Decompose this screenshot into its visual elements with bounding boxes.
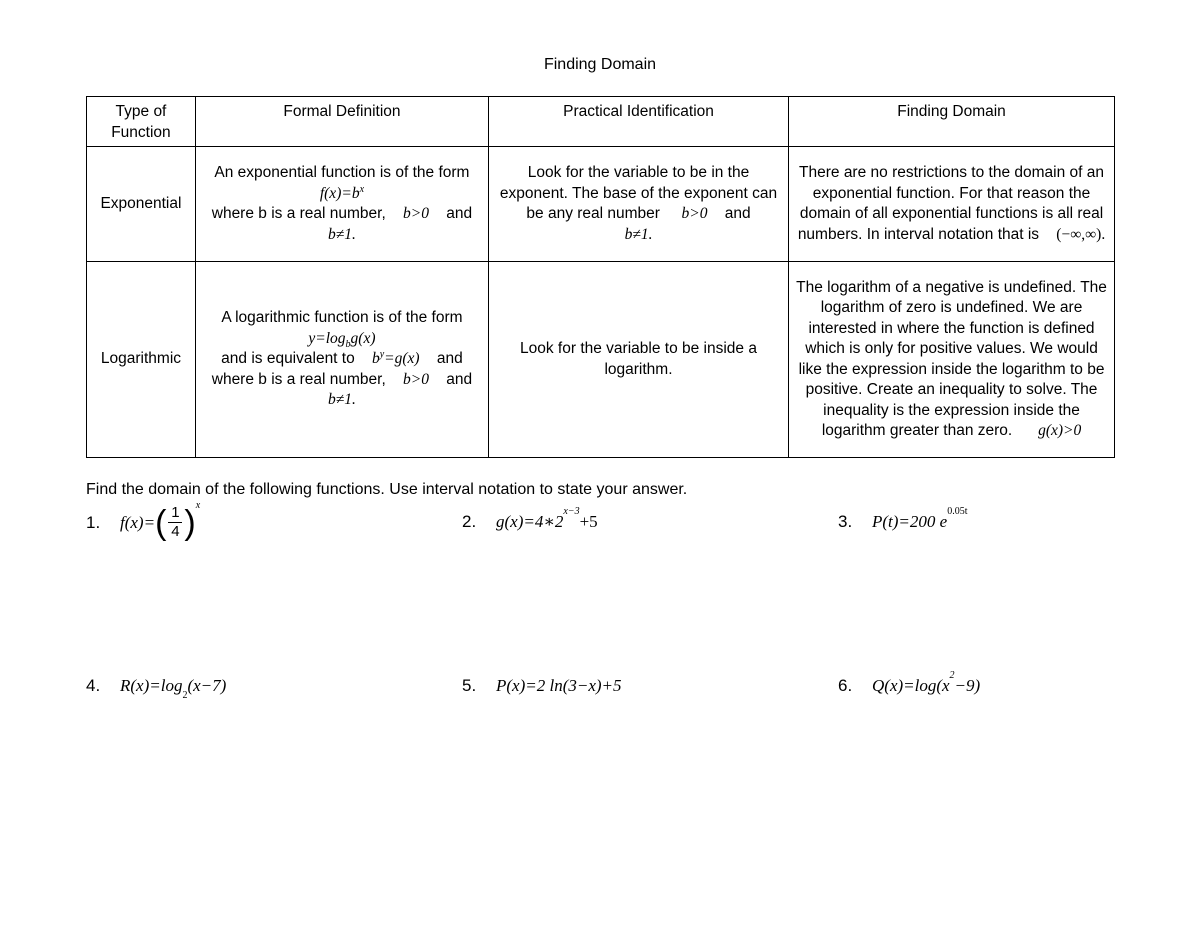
log-formal xyxy=(195,262,488,458)
log-formal-intro: A logarithmic function is of the form xyxy=(221,309,463,327)
problem-5-number: 5. xyxy=(462,676,477,695)
exp-practical xyxy=(488,147,788,262)
problem-4-number: 4. xyxy=(86,676,101,695)
problem-1: 1. f(x)= ( $\frac{1}{4}$ ) x xyxy=(86,500,201,542)
problem-1-paren-open: ( xyxy=(155,503,167,542)
exp-practical-gt: b>0 xyxy=(681,205,708,222)
problem-1-number: 1. xyxy=(86,512,101,532)
problem-4-lhs: R(x)=log xyxy=(120,676,183,695)
problem-1-lhs: f(x)= xyxy=(120,512,156,532)
log-cond-ne: b≠1. xyxy=(327,391,356,409)
problem-1-fraction xyxy=(168,504,182,541)
exp-cond-gt: b>0 xyxy=(403,205,429,222)
header-practical: Practical Identification xyxy=(488,97,788,147)
log-conditions xyxy=(200,370,484,391)
problem-2-lhs: g(x)=4∗2 xyxy=(496,512,564,531)
problem-6-lhs: Q(x)=log(x xyxy=(872,676,950,695)
problem-2-rhs: +5 xyxy=(579,512,598,531)
log-type: Logarithmic xyxy=(87,262,196,458)
log-equiv-exp: y xyxy=(379,349,385,361)
exp-practical-and: and xyxy=(724,205,751,222)
log-equiv-rest: =g(x) xyxy=(384,350,420,368)
exp-domain xyxy=(789,147,1115,262)
problem-3: 3. P(t)=200 e 0.05t xyxy=(838,506,968,531)
table-row-logarithmic xyxy=(87,262,1115,458)
table-header-row xyxy=(87,97,1115,147)
page-title: Finding Domain xyxy=(543,56,657,73)
problem-2: 2. g(x)=4∗2 x−3 +5 xyxy=(462,506,598,531)
exp-practical-ne: b≠1. xyxy=(624,225,653,243)
log-domain-ineq: g(x)>0 xyxy=(1038,422,1082,439)
exp-domain-text: There are no restrictions to the domain of an exponential function. For that reason the domain of all exponential functions is all real numbers. In interval notation that is xyxy=(797,164,1105,243)
problem-4-rhs: (x−7) xyxy=(187,676,227,695)
problem-5-lhs: P(x)=2 ln(3−x)+5 xyxy=(496,676,622,695)
problem-3-number: 3. xyxy=(838,512,853,531)
problem-6-rhs: −9) xyxy=(954,676,981,695)
problem-1-paren-close: ) xyxy=(184,503,196,542)
exp-conditions xyxy=(200,204,484,225)
log-cond-text: where b is a real number, xyxy=(211,370,386,388)
problem-6: 6. Q(x)=log(x 2 −9) xyxy=(838,670,981,695)
problem-1-denominator: 4 xyxy=(171,523,180,540)
exp-cond-and: and xyxy=(446,205,473,222)
exp-formula-base: f(x)=b xyxy=(319,184,360,202)
problem-4: 4. R(x)=log 2 (x−7) xyxy=(86,676,227,701)
problem-5 xyxy=(462,676,622,696)
exp-practical-text: Look for the variable to be in the exponent. The base of the exponent can be any real number xyxy=(499,164,778,222)
header-type: Type of Function xyxy=(87,97,196,147)
instructions: Find the domain of the following functions. Use interval notation to state your answer. xyxy=(86,481,688,498)
exp-formal-intro: An exponential function is of the form xyxy=(214,164,470,181)
problem-6-number: 6. xyxy=(838,676,853,695)
log-equiv-formula xyxy=(372,350,420,367)
log-equiv-text: and is equivalent to xyxy=(221,350,355,368)
exp-type: Exponential xyxy=(87,147,196,262)
log-practical: Look for the variable to be inside a logarithm. xyxy=(488,262,788,458)
log-cond-gt: b>0 xyxy=(403,370,429,388)
log-equivalence xyxy=(200,349,484,370)
problem-2-number: 2. xyxy=(462,512,477,531)
exp-formal xyxy=(195,147,488,262)
header-formal: Formal Definition xyxy=(195,97,488,147)
log-formula-sub: b xyxy=(345,338,351,350)
log-cond-and: and xyxy=(446,370,473,388)
exp-domain-interval: (−∞,∞). xyxy=(1056,225,1106,243)
exp-cond-ne: b≠1. xyxy=(327,225,356,243)
exp-cond-text: where b is a real number, xyxy=(211,205,386,222)
problem-3-lhs: P(t)=200 e xyxy=(872,512,948,531)
log-formula-pre: y=log xyxy=(308,329,346,347)
header-domain: Finding Domain xyxy=(789,97,1115,147)
log-domain xyxy=(789,262,1115,458)
log-formula-post: g(x) xyxy=(350,329,376,347)
table-row-exponential xyxy=(87,147,1115,262)
exp-formula xyxy=(200,184,484,205)
log-formula xyxy=(200,329,484,350)
log-equiv-base: b xyxy=(371,350,380,368)
problem-1-numerator: 1 xyxy=(171,504,180,521)
domain-table xyxy=(86,96,1115,458)
log-domain-text: The logarithm of a negative is undefined. The logarithm of zero is undefined. We are interested in where the function is defined which is only for positive values. We would like the expression inside the logarithm to be positive. Create an inequality to solve. The inequality is the expression inside the logarithm greater than zero. xyxy=(796,278,1107,439)
exp-formula-exp: x xyxy=(359,183,365,195)
log-equiv-and: and xyxy=(436,350,463,368)
